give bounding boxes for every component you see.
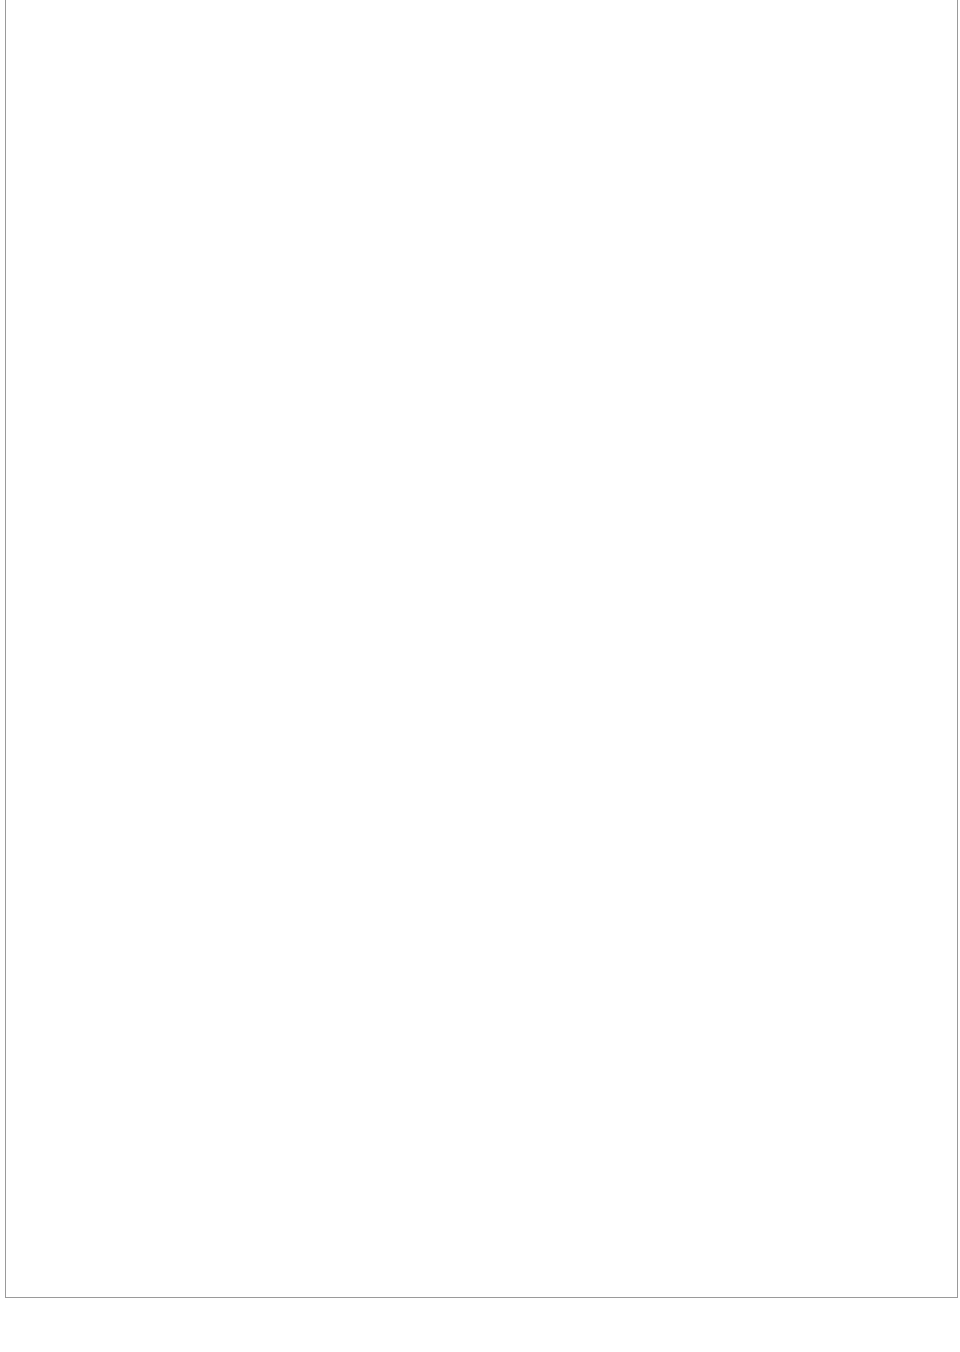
- document-table: [5, 0, 958, 1298]
